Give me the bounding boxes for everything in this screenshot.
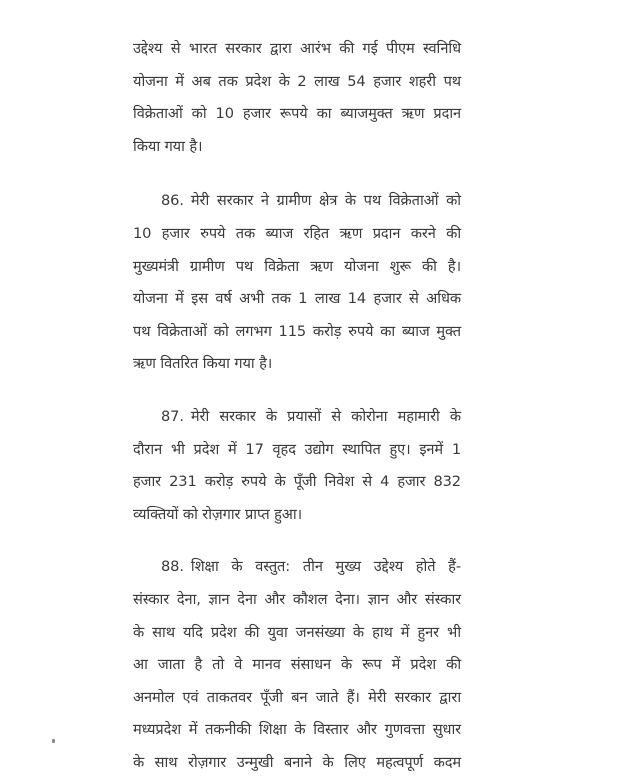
text-line: उद्देश्य से भारत सरकार द्वारा आरंभ की गई पीएम स्वनिधि — [133, 40, 461, 57]
text-line: मध्यप्रदेश में तकनीकी शिक्षा के विस्तार और गुणवत्ता सुधार — [133, 721, 461, 739]
text-line: अनमोल एवं ताकतवर पूँजी बन जाते हैं। मेरी सरकार द्वारा — [133, 688, 461, 706]
paragraph-88 — [133, 551, 461, 779]
text-line: के साथ यदि प्रदेश की युवा जनसंख्या के हाथ में हुनर भी — [133, 623, 461, 641]
text-line: दौरान भी प्रदेश में 17 वृहद उद्योग स्थापित हुए। इनमें 1 — [133, 440, 461, 458]
text-line: के साथ रोज़गार उन्मुखी बनाने के लिए महत्वपूर्ण कदम — [133, 753, 461, 771]
paragraph-87 — [133, 401, 461, 531]
text-line: किया गया है। — [133, 137, 203, 155]
text-line — [133, 401, 461, 434]
text-line-content: शिक्षा के वस्तुत: तीन मुख्य उद्देश्य होते हैं- — [190, 558, 461, 576]
text-line: विक्रेताओं को 10 हजार रूपये का ब्याजमुक्त ऋण प्रदान — [133, 105, 461, 123]
text-line: संस्कार देना, ज्ञान देना और कौशल देना। ज्ञान और संस्कार — [133, 590, 461, 608]
paragraph-number: 87. — [161, 407, 184, 425]
text-line: मुख्यमंत्री ग्रामीण पथ विक्रेता ऋण योजना शुरू की है। — [133, 257, 461, 275]
text-line — [133, 185, 461, 218]
text-line-content: मेरी सरकार ने ग्रामीण क्षेत्र के पथ विक्रेताओं को — [190, 192, 461, 210]
text-line — [133, 551, 461, 584]
scan-speck — [52, 739, 55, 743]
text-line: पथ विक्रेताओं को लगभग 115 करोड़ रुपये का ब्याज मुक्त — [133, 322, 461, 340]
paragraph-continued — [133, 33, 461, 163]
document-page — [133, 33, 461, 779]
paragraph-number: 86. — [161, 192, 184, 210]
text-line-content: मेरी सरकार के प्रयासों से कोरोना महामारी के — [190, 407, 461, 425]
text-line: ऋण वितरित किया गया है। — [133, 355, 273, 373]
text-line: व्यक्तियों को रोज़गार प्राप्त हुआ। — [133, 505, 302, 523]
text-line: हजार 231 करोड़ रुपये के पूँजी निवेश से 4 हजार 832 — [133, 473, 461, 491]
text-line: आ जाता है तो वे मानव संसाधन के रूप में प्रदेश की — [133, 656, 461, 674]
text-line: योजना में इस वर्ष अभी तक 1 लाख 14 हजार से अधिक — [133, 290, 461, 308]
paragraph-number: 88. — [161, 558, 184, 576]
text-line: 10 हजार रुपये तक ब्याज रहित ऋण प्रदान करने की — [133, 224, 461, 242]
text-line: योजना में अब तक प्रदेश के 2 लाख 54 हजार शहरी पथ — [133, 72, 461, 90]
paragraph-86 — [133, 185, 461, 381]
